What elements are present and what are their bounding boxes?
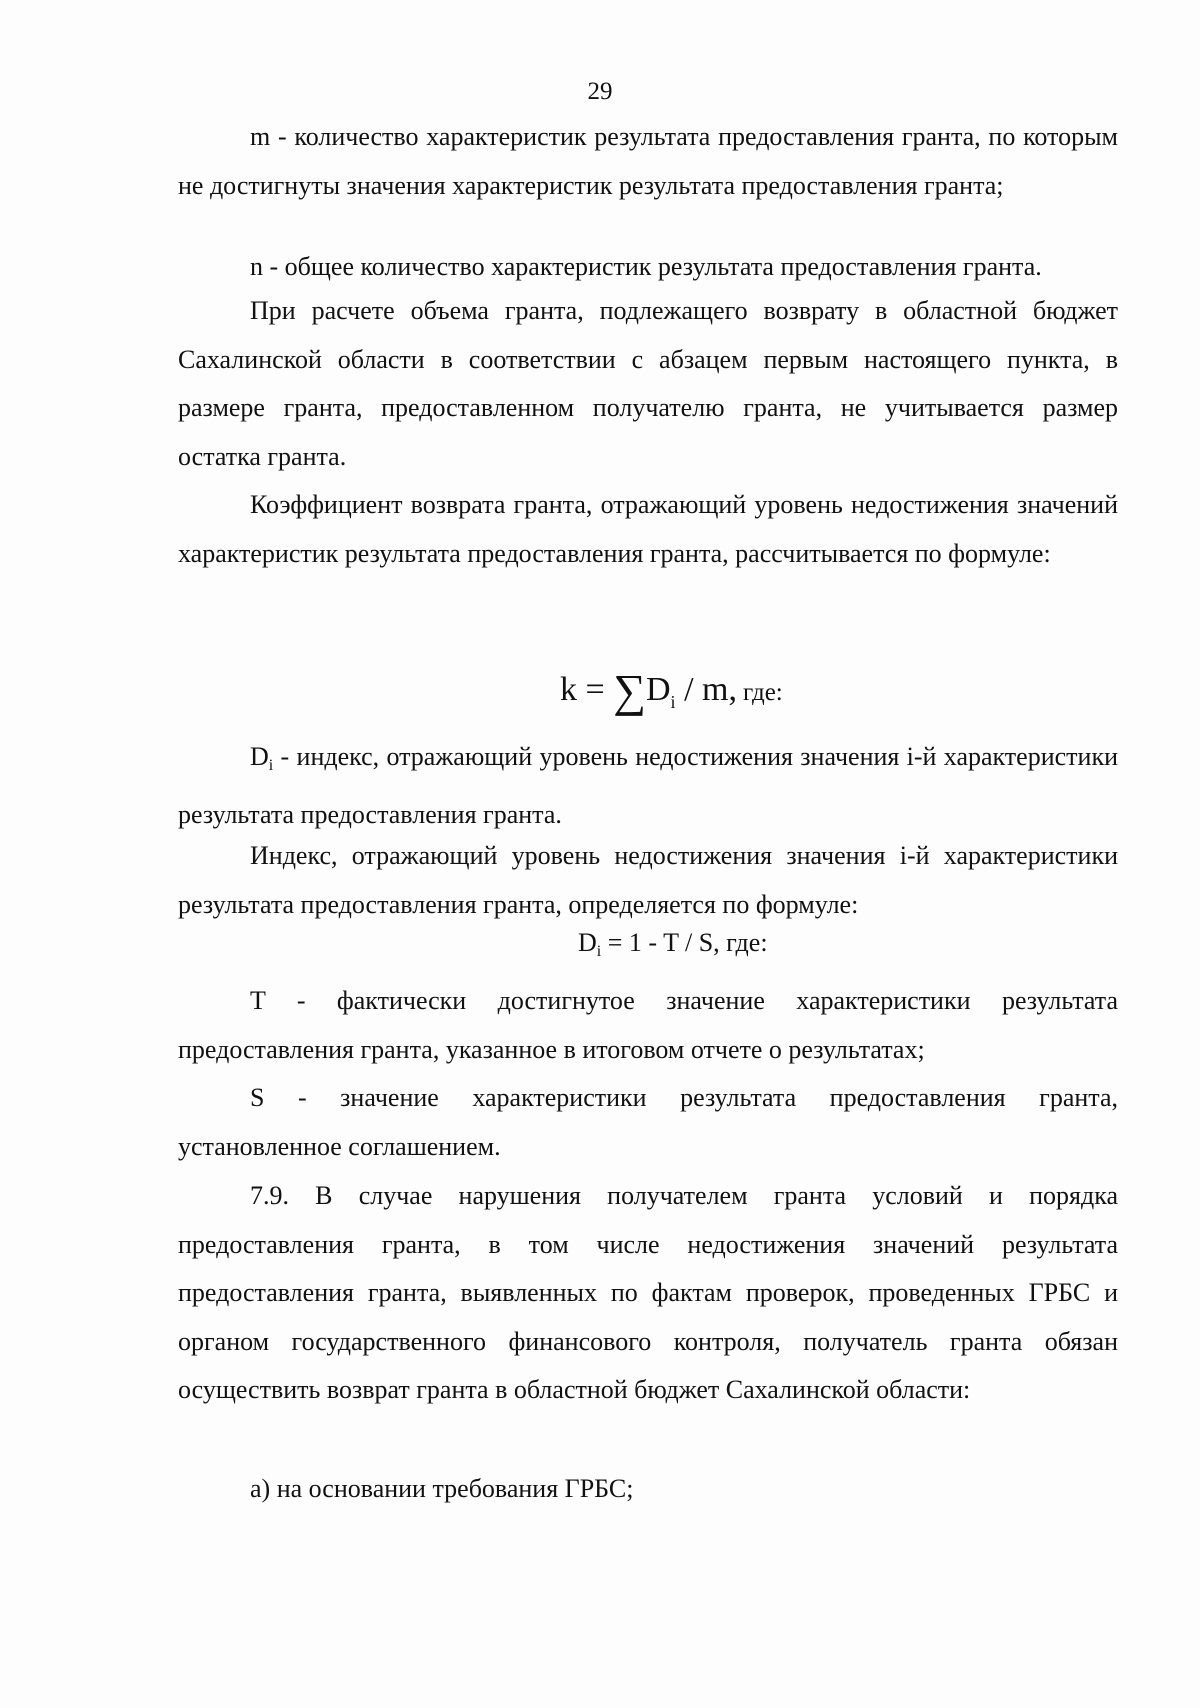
paragraph-t-definition: T - фактически достигнутое значение характеристики результата предоставления гранта, указанное в итоговом отчете о результатах; bbox=[178, 986, 1118, 1064]
formula-k-subscript: i bbox=[670, 692, 676, 712]
page-number: 29 bbox=[587, 78, 613, 105]
paragraph-item-a: а) на основании требования ГРБС; bbox=[250, 1474, 634, 1503]
paragraph-n-definition: n - общее количество характеристик результата предоставления гранта. bbox=[250, 252, 1042, 281]
paragraph-m-definition: m - количество характеристик результата предоставления гранта, по которым не достигнуты значения характеристик результата предоставления гранта; bbox=[178, 122, 1118, 200]
sigma-symbol: ∑ bbox=[613, 665, 646, 716]
formula-d-rest: = 1 - T / S, где: bbox=[601, 928, 768, 957]
paragraph-index-formula-intro: Индекс, отражающий уровень недостижения значения i-й характеристики результата предоставления гранта, определяется по формуле: bbox=[178, 841, 1118, 919]
di-definition-text: - индекс, отражающий уровень недостижения значения i-й характеристики результата предоставления гранта. bbox=[178, 742, 1118, 829]
formula-d-subscript: i bbox=[596, 943, 602, 960]
paragraph-section-7-9: 7.9. В случае нарушения получателем гранта условий и порядка предоставления гранта, в том числе недостижения значений результата предоставления гранта, выявленных по фактам проверок, проведенных ГРБС и органом государственного финансового контроля, получатель гранта обязан осуществить возврат гранта в областной бюджет Сахалинской области: bbox=[178, 1181, 1118, 1405]
paragraph-return-coefficient: Коэффициент возврата гранта, отражающий уровень недостижения значений характеристик результата предоставления гранта, рассчитывается по формуле: bbox=[178, 490, 1118, 568]
formula-d bbox=[578, 928, 768, 961]
formula-k-rest: / m, bbox=[675, 671, 737, 708]
paragraph-grant-volume: При расчете объема гранта, подлежащего возврату в областной бюджет Сахалинской области в соответствии с абзацем первым настоящего пункта, в размере гранта, предоставленном получателю гранта, не учитывается размер остатка гранта. bbox=[178, 296, 1118, 471]
formula-d-letter: D bbox=[578, 928, 597, 957]
paragraph-di-definition bbox=[178, 733, 1118, 839]
formula-k-lhs: k = bbox=[560, 671, 614, 708]
formula-k-d: D bbox=[645, 671, 671, 708]
di-subscript: i bbox=[268, 757, 274, 774]
formula-k bbox=[560, 664, 783, 717]
paragraph-s-definition: S - значение характеристики результата предоставления гранта, установленное соглашением. bbox=[178, 1083, 1118, 1161]
di-letter: D bbox=[250, 742, 269, 771]
formula-k-tail: где: bbox=[742, 679, 783, 706]
